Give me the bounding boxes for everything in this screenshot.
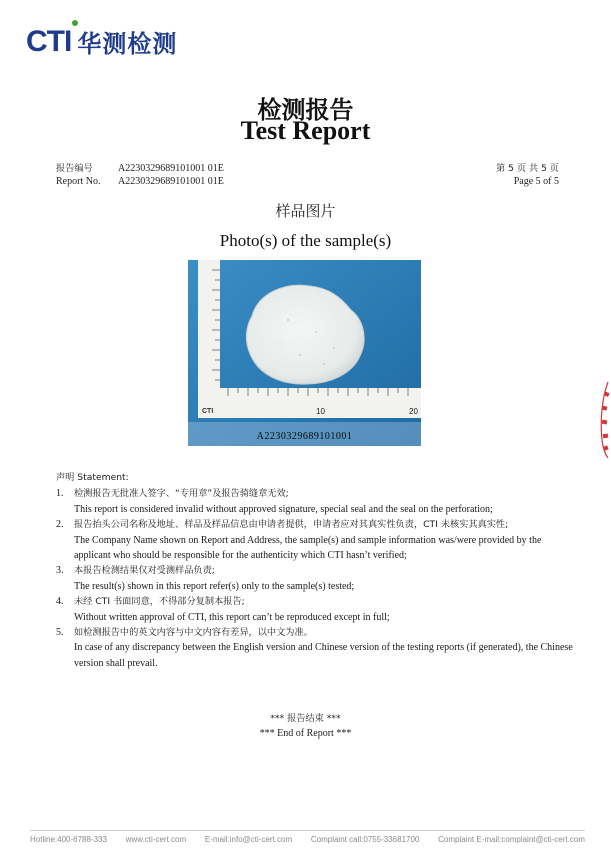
statement-number: 4. <box>56 596 64 608</box>
ruler-mark-20: 20 <box>409 407 418 416</box>
page-number-block <box>496 162 559 188</box>
statement-en: In case of any discrepancy between the English version and Chinese version of the testing reports (if generated), the Chinese version shall prevail. <box>74 642 573 669</box>
photo-caption: A2230329689101001 <box>256 431 353 442</box>
statement-cn: 报告抬头公司名称及地址、样品及样品信息由申请者提供，申请者应对其真实性负责，CTI 未核实其真实性; <box>74 519 509 531</box>
end-of-report-cn: *** 报告结束 *** <box>270 713 341 724</box>
footer-hotline: Hotline:400-6788-333 <box>30 835 107 844</box>
ruler-brand: CTI <box>202 408 214 415</box>
statement-number: 2. <box>56 519 64 531</box>
statement-cn: 如检测报告中的英文内容与中文内容有差异，以中文为准。 <box>74 627 313 639</box>
report-no-value-en: A2230329689101001 01E <box>118 176 224 187</box>
statement-item <box>56 563 576 594</box>
company-logo <box>26 24 177 59</box>
ruler-mark-10: 10 <box>316 407 325 416</box>
statement-en: This report is considered invalid without approved signature, special seal and the seal on the perforation; <box>74 503 493 515</box>
statements-heading: 声明 Statement: <box>56 472 129 483</box>
report-number-block <box>56 162 224 188</box>
page-number-cn: 第 5 页 共 5 页 <box>495 163 559 174</box>
statement-cn: 本报告检测结果仅对受测样品负责; <box>74 565 215 577</box>
report-no-label-cn: 报告编号 <box>56 163 93 174</box>
statement-en: The Company Name shown on Report and Address, the sample(s) and sample information was/were provided by the applicant who should be responsible for the authenticity which CTI hasn’t verified; <box>74 534 542 562</box>
end-of-report-en: *** End of Report *** <box>259 728 352 739</box>
sample-photo-drawing <box>188 260 421 446</box>
report-no-label-en: Report No. <box>56 176 101 187</box>
statement-number: 1. <box>56 488 64 500</box>
statement-item <box>56 594 576 625</box>
section-title-en: Photo(s) of the sample(s) <box>219 231 392 250</box>
report-no-value-cn: A2230329689101001 01E <box>118 163 224 174</box>
logo-text: CTI <box>26 24 72 58</box>
footer <box>30 835 585 844</box>
report-title-en: Test Report <box>240 116 371 145</box>
footer-complaint-email[interactable]: Complaint E-mail:complaint@cti-cert.com <box>438 835 585 844</box>
footer-divider <box>30 830 585 831</box>
statement-en: The result(s) shown in this report refer(s) only to the sample(s) tested; <box>74 580 355 592</box>
section-title-cn: 样品图片 <box>275 202 336 220</box>
perforation-seal-icon <box>596 380 611 460</box>
statement-item <box>56 517 576 563</box>
statement-item <box>56 486 576 517</box>
statement-cn: 检测报告无批准人签字、“专用章”及报告骑缝章无效; <box>74 488 289 500</box>
vertical-ruler <box>198 260 220 410</box>
statement-number: 3. <box>56 565 64 577</box>
logo-dot-icon <box>72 20 78 26</box>
report-title-cn: 检测报告 <box>257 96 354 124</box>
page-number-en: Page 5 of 5 <box>513 176 559 187</box>
footer-email[interactable]: E-mail:info@cti-cert.com <box>204 835 293 844</box>
footer-complaint-call: Complaint call:0755-33681700 <box>310 835 420 844</box>
statement-number: 5. <box>56 627 64 639</box>
statements-section <box>56 470 576 671</box>
statement-en: Without written approval of CTI, this report can’t be reproduced except in full; <box>74 611 390 623</box>
statement-item <box>56 625 576 671</box>
logo-cn-text: 华测检测 <box>77 30 178 58</box>
horizontal-ruler <box>198 388 421 418</box>
statement-cn: 未经 CTI 书面同意，不得部分复制本报告; <box>74 596 245 608</box>
sample-photo <box>188 260 421 446</box>
footer-website[interactable]: www.cti-cert.com <box>125 835 187 844</box>
